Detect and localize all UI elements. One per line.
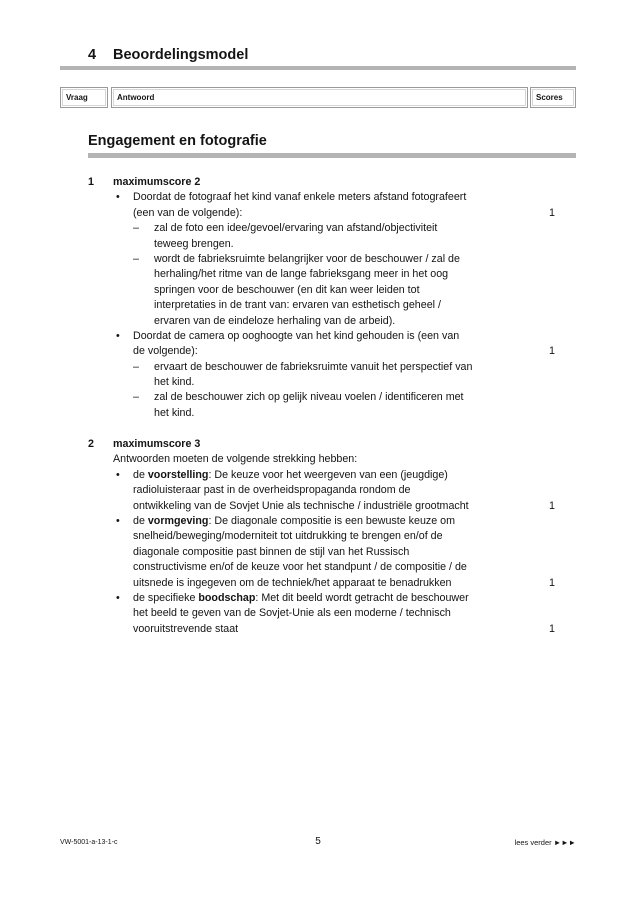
answer-line	[0, 221, 636, 236]
bullet-marker: •	[116, 591, 120, 604]
answer-line	[0, 375, 636, 390]
question-1	[0, 175, 636, 421]
max-score-label: maximumscore 2	[113, 176, 201, 188]
question-header	[0, 175, 636, 190]
section-heading	[0, 46, 636, 64]
answer-text: Doordat de camera op ooghoogte van het kind gehouden is (een van	[133, 329, 460, 342]
max-score-label: maximumscore 3	[113, 438, 201, 450]
answer-rest: : De diagonale compositie is een bewuste keuze om	[208, 514, 455, 527]
answer-text	[133, 591, 469, 606]
question-header	[0, 437, 636, 452]
answer-rest: : De keuze voor het weergeven van een (jeugdige)	[208, 468, 448, 481]
dash-marker: –	[133, 360, 139, 373]
bullet-marker: •	[116, 468, 120, 481]
answer-line	[0, 360, 636, 375]
answer-text: zal de foto een idee/gevoel/ervaring van afstand/objectiviteit	[154, 222, 438, 235]
answer-text: snelheid/beweging/moderniteit tot uitdrukking te brengen en/of de	[133, 530, 443, 543]
answer-line	[0, 252, 636, 267]
answer-text: wordt de fabrieksruimte belangrijker voor de beschouwer / zal de	[154, 252, 460, 265]
answer-keyword: boodschap	[198, 591, 256, 604]
answer-text: (een van de volgende):	[133, 206, 243, 219]
answer-line	[0, 514, 636, 529]
answer-text: zal de beschouwer zich op gelijk niveau voelen / identificeren met	[154, 391, 464, 404]
answer-intro: Antwoorden moeten de volgende strekking hebben:	[113, 453, 358, 466]
answer-text: Doordat de fotograaf het kind vanaf enkele meters afstand fotografeert	[133, 191, 467, 204]
question-2	[0, 437, 636, 637]
answer-line	[0, 545, 636, 560]
answer-text: het beeld te geven van de Sovjet-Unie als een moderne / technisch	[133, 607, 451, 620]
answer-line	[0, 298, 636, 313]
answer-line	[0, 468, 636, 483]
answer-text: uitsnede is ingegeven om de techniek/het apparaat te benadrukken	[133, 576, 452, 589]
answer-rest: : Met dit beeld wordt getracht de beschouwer	[255, 591, 469, 604]
answer-line	[0, 483, 636, 498]
answer-keyword: vormgeving	[147, 514, 209, 527]
score-value: 1	[549, 576, 555, 589]
score-value: 1	[549, 345, 555, 358]
answer-line	[0, 499, 636, 514]
answer-line	[0, 591, 636, 606]
answer-line	[0, 237, 636, 252]
answer-text: ervaart de beschouwer de fabrieksruimte vanuit het perspectief van	[154, 360, 473, 373]
score-value: 1	[549, 206, 555, 219]
column-header-scores: Scores	[530, 87, 576, 108]
answer-text: ontwikkeling van de Sovjet Unie als technische / industriële grootmacht	[133, 499, 469, 512]
answer-text: vooruitstrevende staat	[133, 622, 239, 635]
answer-line	[0, 314, 636, 329]
answer-line	[0, 576, 636, 591]
bullet-marker: •	[116, 514, 120, 527]
answer-intro-line	[0, 452, 636, 467]
answer-text: herhaling/het ritme van de lange fabrieksgang meer in het oog	[154, 268, 449, 281]
answer-line	[0, 206, 636, 221]
answer-text: radioluisteraar past in de overheidspropaganda rondom de	[133, 484, 411, 497]
answer-keyword: voorstelling	[147, 468, 209, 481]
answer-line	[0, 344, 636, 359]
answer-text	[133, 468, 448, 483]
answer-text: interpretaties in de trant van: ervaren van esthetisch geheel /	[154, 299, 441, 312]
answer-line	[0, 622, 636, 637]
answer-line	[0, 283, 636, 298]
section-number: 4	[88, 47, 97, 63]
column-header-vraag: Vraag	[60, 87, 108, 108]
answer-lead: de specifieke	[133, 591, 199, 604]
continue-indicator: lees verder ►►►	[514, 838, 576, 847]
answer-lead: de	[133, 514, 148, 527]
answer-text: constructivisme en/of de keuze voor het standpunt / de compositie / de	[133, 561, 467, 574]
score-value: 1	[549, 499, 555, 512]
answer-lead: de	[133, 468, 148, 481]
document-code: VW-5001-a-13-1-c	[60, 839, 118, 846]
section-title: Beoordelingsmodel	[113, 47, 249, 63]
score-value: 1	[549, 622, 555, 635]
subject-title: Engagement en fotografie	[88, 133, 267, 149]
subject-divider	[88, 153, 576, 158]
dash-marker: –	[133, 222, 139, 235]
answer-text: diagonale compositie past binnen de stijl van het Russisch	[133, 545, 410, 558]
answer-line	[0, 606, 636, 621]
answer-text: ervaren van de eindeloze herhaling van de arbeid).	[154, 314, 396, 327]
answer-line	[0, 190, 636, 205]
answer-text: springen voor de beschouwer (en dit kan weer leiden tot	[154, 283, 420, 296]
answer-line	[0, 390, 636, 405]
page-number: 5	[315, 836, 321, 847]
answer-text	[133, 514, 455, 529]
column-header-antwoord: Antwoord	[111, 87, 528, 108]
question-number: 1	[88, 176, 94, 188]
answer-text: teweeg brengen.	[154, 237, 234, 250]
answer-line	[0, 406, 636, 421]
dash-marker: –	[133, 252, 139, 265]
answer-line	[0, 267, 636, 282]
answer-line	[0, 560, 636, 575]
answer-line	[0, 529, 636, 544]
answer-line	[0, 329, 636, 344]
bullet-marker: •	[116, 191, 120, 204]
question-number: 2	[88, 438, 94, 450]
dash-marker: –	[133, 391, 139, 404]
bullet-marker: •	[116, 329, 120, 342]
section-divider	[60, 66, 576, 70]
answer-text: het kind.	[154, 406, 195, 419]
answer-text: de volgende):	[133, 345, 198, 358]
answer-text: het kind.	[154, 376, 195, 389]
